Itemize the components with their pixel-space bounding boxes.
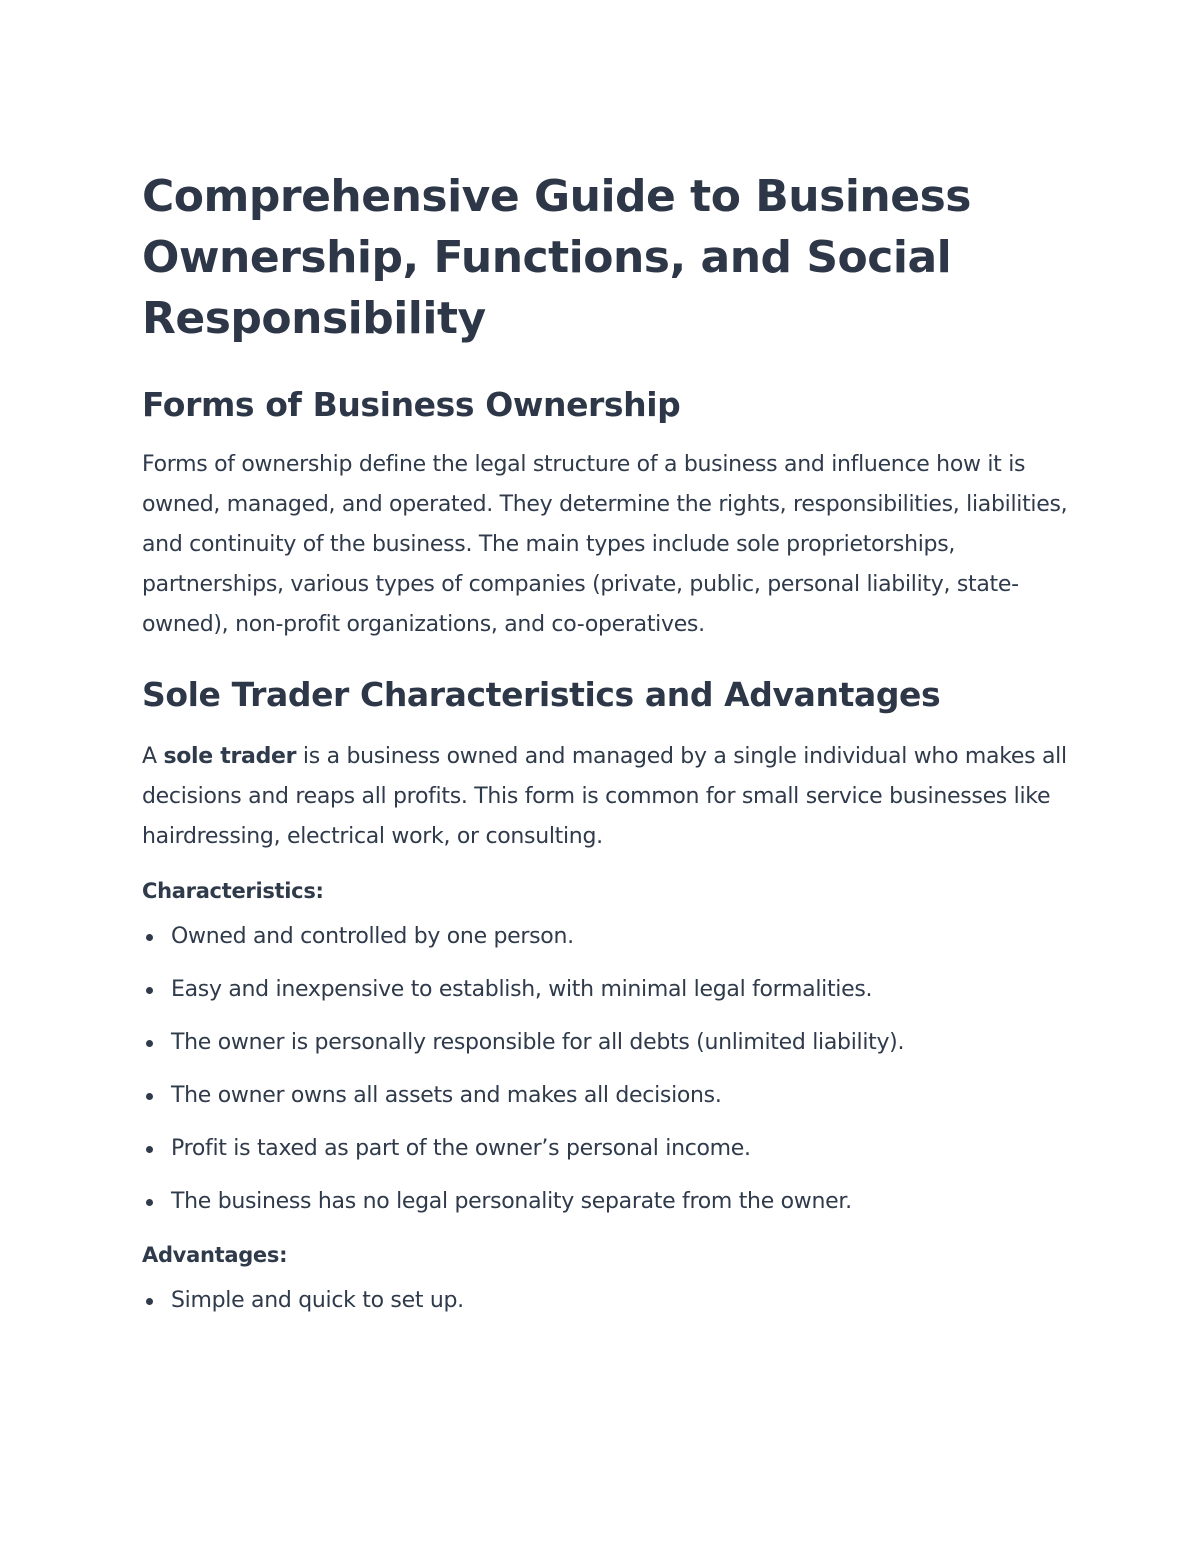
list-item: [142, 970, 1072, 1010]
list-item: [142, 1281, 1072, 1321]
list-item-text: The owner is personally responsible for all debts (unlimited liability).: [171, 1030, 905, 1055]
intro-prefix: A: [142, 744, 164, 769]
characteristics-label: Characteristics:: [142, 879, 324, 903]
section-heading-forms: Forms of Business Ownership: [142, 385, 681, 424]
list-item: [142, 1023, 1072, 1063]
list-item-text: The owner owns all assets and makes all decisions.: [171, 1083, 722, 1108]
advantages-label: Advantages:: [142, 1243, 288, 1267]
bullet-icon: [146, 1298, 153, 1305]
bullet-icon: [146, 987, 153, 994]
forms-paragraph: Forms of ownership define the legal structure of a business and influence how it is owned, managed, and operated. They determine the rights, responsibilities, liabilities, and continuity of the business. The main types include sole proprietorships, partnerships, various types of companies (private, public, personal liability, state-owned), non-profit organizations, and co-operatives.: [142, 452, 1068, 637]
intro-rest: is a business owned and managed by a single individual who makes all decisions and reaps all profits. This form is common for small service businesses like hairdressing, electrical work, or consulting.: [142, 744, 1067, 849]
bullet-icon: [146, 1040, 153, 1047]
bullet-icon: [146, 934, 153, 941]
list-item: [142, 1076, 1072, 1116]
document-page: [142, 166, 1072, 1334]
section-heading-sole-trader: Sole Trader Characteristics and Advantages: [142, 675, 941, 714]
list-item-text: Profit is taxed as part of the owner’s personal income.: [171, 1136, 751, 1161]
bullet-icon: [146, 1199, 153, 1206]
bullet-icon: [146, 1146, 153, 1153]
list-item-text: The business has no legal personality separate from the owner.: [171, 1189, 852, 1214]
list-item-text: Easy and inexpensive to establish, with minimal legal formalities.: [171, 977, 873, 1002]
characteristics-list: [142, 917, 1072, 1222]
advantages-list: [142, 1281, 1072, 1321]
document-title: Comprehensive Guide to Business Ownership, Functions, and Social Responsibility: [142, 171, 971, 344]
bullet-icon: [146, 1093, 153, 1100]
sole-trader-intro: [142, 737, 1072, 857]
list-item: [142, 1129, 1072, 1169]
intro-term: sole trader: [163, 744, 297, 769]
list-item-text: Owned and controlled by one person.: [171, 924, 574, 949]
list-item-text: Simple and quick to set up.: [171, 1288, 464, 1313]
list-item: [142, 917, 1072, 957]
list-item: [142, 1182, 1072, 1222]
